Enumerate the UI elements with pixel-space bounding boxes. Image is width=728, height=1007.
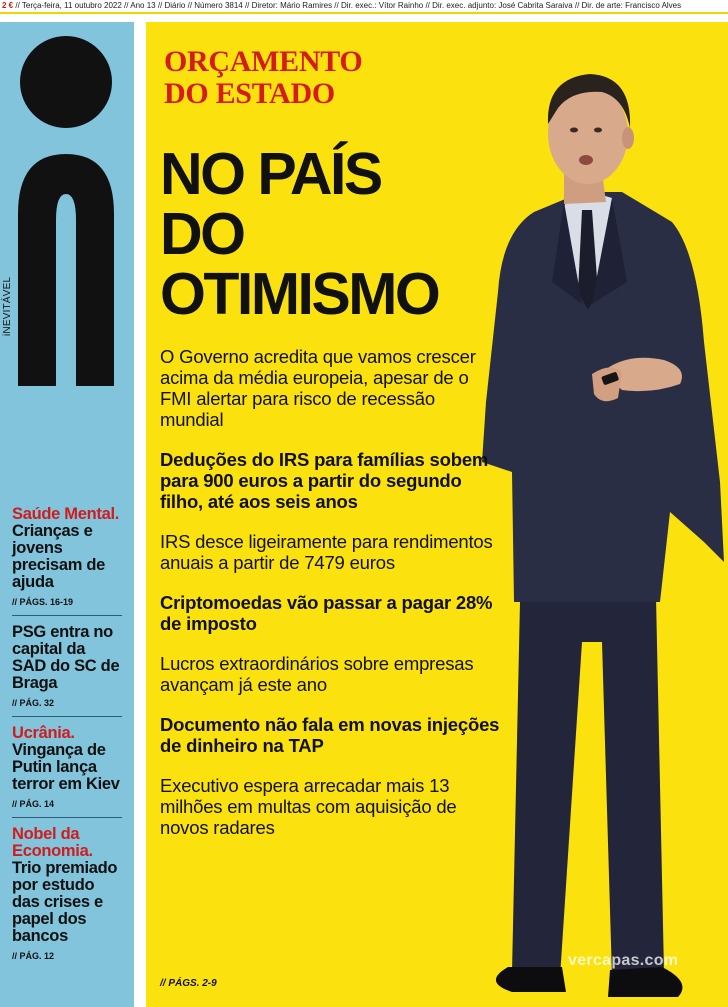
teaser-item[interactable]	[12, 506, 122, 616]
logo-n-letter-icon	[14, 154, 118, 386]
teaser-page-ref: // PÁG. 32	[12, 698, 55, 708]
story-page-ref: // PÁGS. 2-9	[160, 978, 217, 989]
teaser-item[interactable]	[12, 826, 122, 969]
teaser-page-ref: // PÁG. 14	[12, 799, 55, 809]
story-bullets	[160, 346, 500, 857]
logo-dot-icon	[20, 36, 112, 128]
kicker-line: DO ESTADO	[164, 77, 335, 110]
main-story-panel	[146, 22, 728, 1007]
kicker-line: ORÇAMENTO	[164, 45, 363, 78]
sidebar	[0, 22, 134, 1007]
teaser-headline: Vingança de Putin lança terror em Kiev	[12, 741, 120, 793]
headline-line: OTIMISMO	[160, 261, 439, 327]
yellow-rule	[0, 12, 728, 14]
headline-line: DO	[160, 201, 244, 267]
bullet-point: Lucros extraordinários sobre empresas avançam já este ano	[160, 653, 474, 695]
logo-tagline: iNEVITÁVEL	[2, 276, 13, 336]
teaser-section: Nobel da Economia.	[12, 825, 93, 860]
bullet-point: Executivo espera arrecadar mais 13 milhões em multas com aquisição de novos radares	[160, 775, 457, 838]
teaser-page-ref: // PÁG. 12	[12, 951, 55, 961]
edition-info: // Terça-feira, 11 outubro 2022 // Ano 13 // Diário // Número 3814 // Diretor: Mário Ramires // Dir. exec.: Vítor Rainho // Dir. exec. adjunto: José Cabrita Saraiva // Dir. de arte: Francisco Alves	[13, 1, 682, 10]
teaser-section: Saúde Mental.	[12, 505, 120, 523]
watermark: vercapas.com	[568, 952, 679, 969]
bullet-point: Criptomoedas vão passar a pagar 28% de imposto	[160, 592, 493, 634]
headline-line: NO PAÍS	[160, 141, 381, 207]
teaser-section: Ucrânia.	[12, 724, 75, 742]
cover-price: 2 €	[2, 1, 14, 10]
teaser-page-ref: // PÁGS. 16-19	[12, 597, 74, 607]
teaser-headline: Crianças e jovens precisam de ajuda	[12, 522, 106, 591]
teaser-item[interactable]	[12, 725, 122, 818]
bullet-point: Deduções do IRS para famílias sobem para 900 euros a partir do segundo filho, até aos seis anos	[160, 449, 489, 512]
newspaper-logo[interactable]	[2, 36, 118, 396]
bullet-point: Documento não fala em novas injeções de dinheiro na TAP	[160, 714, 500, 756]
bullet-point: IRS desce ligeiramente para rendimentos anuais a partir de 7479 euros	[160, 531, 493, 573]
teaser-headline: PSG entra no capital da SAD do SC de Braga	[12, 623, 120, 692]
teaser-list	[12, 506, 122, 977]
teaser-headline: Trio premiado por estudo das crises e papel dos bancos	[12, 859, 118, 945]
masthead-strip	[0, 0, 728, 14]
story-kicker	[164, 46, 464, 110]
teaser-item[interactable]	[12, 624, 122, 717]
bullet-point: O Governo acredita que vamos crescer acima da média europeia, apesar de o FMI alertar para risco de recessão mundial	[160, 346, 476, 430]
main-headline	[160, 141, 520, 327]
